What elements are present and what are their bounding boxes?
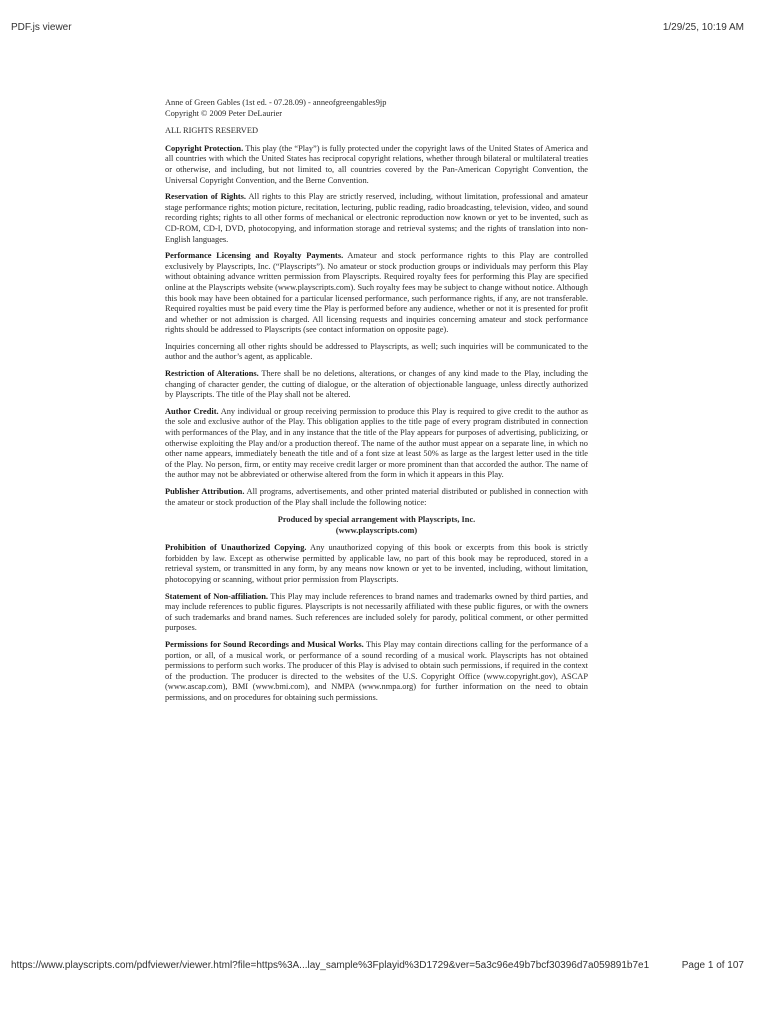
legal-paragraph (165, 640, 588, 704)
legal-paragraph (165, 487, 588, 508)
all-rights-reserved: ALL RIGHTS RESERVED (165, 126, 259, 136)
notice-line-2: (www.playscripts.com) (335, 526, 418, 536)
legal-paragraph (165, 192, 588, 245)
page-indicator: Page 1 of 107 (681, 960, 744, 971)
page-url: https://www.playscripts.com/pdfviewer/viewer.html?file=https%3A...lay_sample%3Fplayid%3D1729&ver=5a3c96e49b7bcf30396d7a059891b7e1 (11, 960, 650, 971)
paragraph-heading: Copyright Protection. (165, 143, 244, 153)
publisher-notice (165, 514, 588, 536)
legal-paragraph (165, 407, 588, 481)
pdf-page (165, 98, 588, 710)
legal-paragraphs-2 (165, 543, 588, 703)
legal-paragraph (165, 251, 588, 336)
paragraph-heading: Restriction of Alterations. (165, 369, 259, 379)
paragraph-body: Any individual or group receiving permission to produce this Play is required to give credit to the author as the sole and exclusive author of the Play. This obligation applies to the title page of every program distributed in connection with performances of the Play, and in any instance that the title of the Play appears for purposes of advertising, publicizing, or otherwise exploiting the Play and/or a production thereof. The name of the author must appear on a separate line, in which no other name appears, immediately beneath the title and of a font size at least 50% as large as the largest letter used in the title of the Play. No person, firm, or entity may receive credit larger or more prominent than that accorded the author. The name of the author may not be abbreviated or otherwise altered from the form in which it appears in this Play. (165, 406, 589, 480)
paragraph-heading: Publisher Attribution. (165, 487, 245, 496)
paragraph-body: Amateur and stock performance rights to this Play are controlled exclusively by Playscripts, Inc. (“Playscripts”). No amateur or stock production groups or individuals may perform this Play without obtaining advance written permission from Playscripts. Required royalty fees for performing this Play are specified online at the Playscripts website (www.playscripts.com). Such royalty fees may be subject to change without notice. Although this book may have been obtained for a particular licensed performance, such performance rights, if any, are not transferable. Required royalties must be paid every time the Play is performed before any audience, whether or not it is presented for profit and whether or not admission is charged. All licensing requests and inquiries concerning amateur and stock performance rights should be addressed to Playscripts (see contact information on opposite page). (165, 251, 588, 335)
print-datetime: 1/29/25, 10:19 AM (662, 22, 744, 33)
paragraph-body: Inquiries concerning all other rights should be addressed to Playscripts, as well; such inquiries will be communicated to the author and the author’s agent, as applicable. (165, 341, 588, 362)
browser-title: PDF.js viewer (11, 22, 72, 33)
notice-line-1: Produced by special arrangement with Playscripts, Inc. (277, 515, 476, 525)
paragraph-body: This Play may include references to brand names and trademarks owned by third parties, and may include references to public figures. Playscripts is not necessarily affiliated with these public figures, or with the owners of such trademarks and brand names. Such references are included solely for parody, political comment, or other permitted purposes. (165, 591, 588, 633)
legal-paragraph (165, 592, 588, 634)
doc-meta-line-2: Copyright © 2009 Peter DeLaurier (165, 108, 283, 118)
paragraph-body: All rights to this Play are strictly reserved, including, without limitation, professional and amateur stage performance rights; motion picture, recitation, lecturing, public reading, radio broadcasting, television, video, and sound recording rights; rights to all other forms of mechanical or electronic reproduction now known or yet to be invented, such as CD-ROM, CD-I, DVD, photocopying, and information storage and retrieval systems; and the rights of translation into non-English languages. (165, 192, 588, 244)
legal-paragraph (165, 369, 588, 401)
legal-paragraph (165, 342, 588, 363)
paragraph-heading: Author Credit. (165, 406, 219, 416)
doc-meta-line-1: Anne of Green Gables (1st ed. - 07.28.09) - anneofgreengables9jp (165, 98, 387, 107)
paragraph-body: Any unauthorized copying of this book or excerpts from this book is strictly forbidden by law. Except as otherwise permitted by applicable law, no part of this book may be reproduced, stored in a retrieval system, or transmitted in any form, by any means now known or yet to be invented, including, without limitation, photocopying or scanning, without prior permission from Playscripts. (165, 543, 588, 584)
paragraph-heading: Reservation of Rights. (165, 192, 247, 202)
legal-paragraphs-1 (165, 144, 588, 508)
paragraph-heading: Permissions for Sound Recordings and Musical Works. (165, 639, 364, 649)
paragraph-heading: Statement of Non-affiliation. (165, 591, 268, 601)
paragraph-body: This Play may contain directions calling for the performance of a portion, or all, of a musical work, or performance of a sound recording of a musical work. Playscripts has not obtained permissions to perform such works. The producer of this Play is advised to obtain such permissions, if required in the context of the production. The producer is directed to the websites of the U.S. Copyright Office (www.copyright.gov), ASCAP (www.ascap.com), BMI (www.bmi.com), and NMPA (www.nmpa.org) for further information on the need to obtain permissions, and on procedures for obtaining such permissions. (165, 639, 589, 702)
paragraph-heading: Performance Licensing and Royalty Payments. (165, 251, 344, 261)
legal-paragraph (165, 543, 588, 585)
paragraph-body: All programs, advertisements, and other printed material distributed or published in connection with the amateur or stock production of the Play shall include the following notice: (165, 487, 588, 507)
paragraph-body: There shall be no deletions, alterations, or changes of any kind made to the Play, including the changing of character gender, the cutting of dialogue, or the alteration of objectionable language, unless directly authorized by Playscripts. The title of the Play shall not be altered. (165, 369, 589, 400)
paragraph-body: This play (the “Play”) is fully protected under the copyright laws of the United States of America and all countries with which the United States has reciprocal copyright relations, whether through bilateral or multilateral treaties or otherwise, and including, but not limited to, all countries covered by the Pan-American Copyright Convention, the Universal Copyright Convention, and the Berne Convention. (165, 143, 588, 185)
paragraph-heading: Prohibition of Unauthorized Copying. (165, 543, 307, 553)
legal-paragraph (165, 144, 588, 186)
